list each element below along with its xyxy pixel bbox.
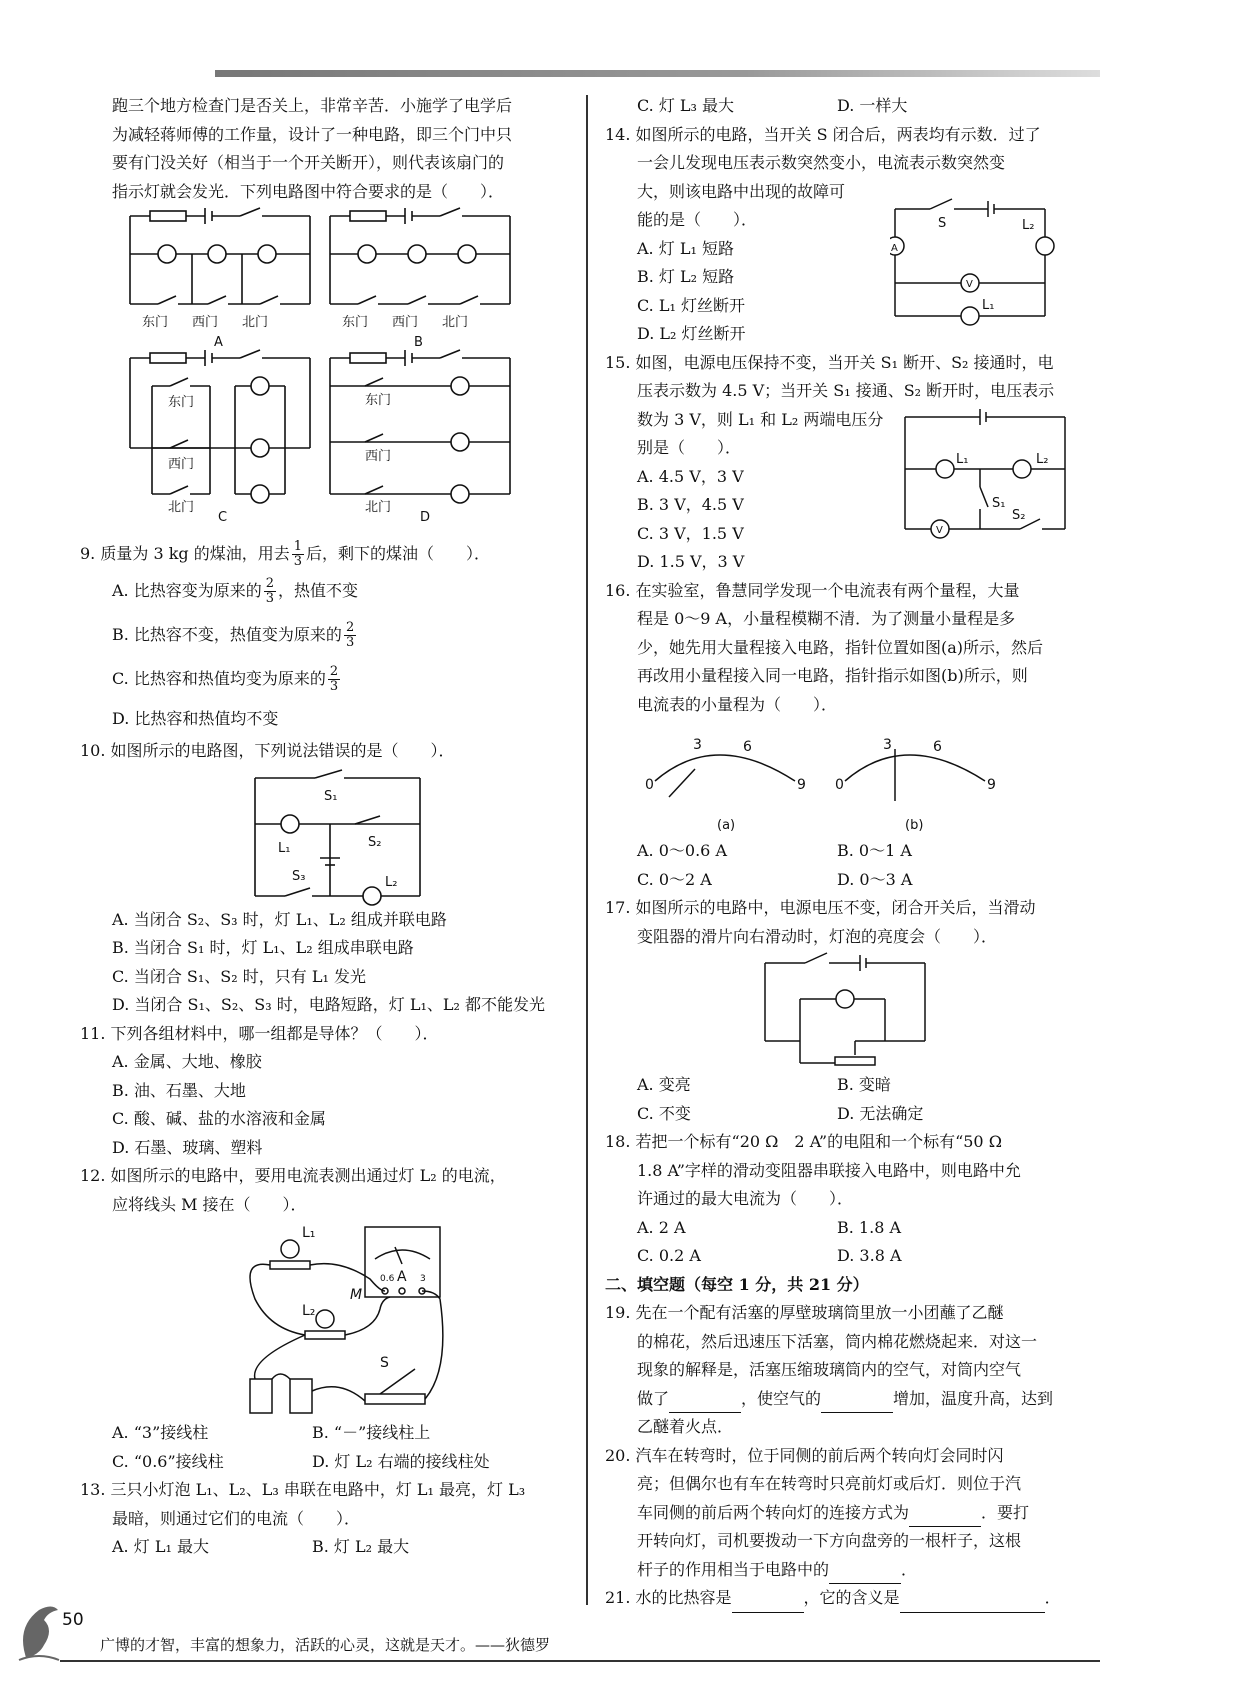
fig-label-east: 东门	[168, 395, 195, 410]
tick-6: 6	[933, 739, 942, 755]
label-l1: L₁	[302, 1225, 316, 1241]
q13-stem: 13. 三只小灯泡 L₁、L₂、L₃ 串联在电路中，灯 L₁ 最亮，灯 L₃	[80, 1480, 526, 1499]
q16-meter-figures	[605, 719, 1085, 837]
fig-label-west: 西门	[168, 457, 195, 472]
q19-stem: 的棉花，然后迅速压下活塞，筒内棉花燃烧起来．对这一	[637, 1331, 1038, 1351]
q15-block	[605, 349, 1100, 577]
frac-den: 3	[345, 635, 355, 650]
q12-option-a: A. “3”接线柱	[112, 1423, 209, 1442]
q9-a-post: ，热值不变	[278, 581, 359, 600]
frac-den: 3	[293, 554, 303, 569]
q15-stem: 15. 如图，电源电压保持不变，当开关 S₁ 断开、S₂ 接通时，电	[605, 352, 1054, 372]
q13-options-cd	[605, 92, 1100, 121]
q14-stem: 大，则该电路中出现的故障可	[637, 181, 846, 201]
right-column	[605, 92, 1100, 1613]
label-s: S	[938, 215, 947, 231]
q20-text: ．	[901, 1559, 918, 1579]
q20-line4: 开转向灯，司机要拨动一下方向盘旁的一根杆子，这根	[637, 1531, 1022, 1550]
footer-quote: 广博的才智，丰富的想象力，活跃的心灵，这就是天才。——狄德罗	[100, 1636, 551, 1654]
q9-b-pre: B. 比热容不变，热值变为原来的	[112, 625, 342, 644]
q18-option-c: C. 0.2 A	[637, 1246, 701, 1265]
label-a: A	[397, 1269, 407, 1285]
q13-option-c: C. 灯 L₃ 最大	[637, 96, 735, 115]
tick-9: 9	[797, 777, 806, 793]
q12-options-cd	[80, 1448, 580, 1477]
label-l2: L₂	[1036, 451, 1049, 467]
q17-circuit-figure	[605, 951, 1085, 1071]
fig-label-north: 北门	[442, 315, 469, 330]
label-3: 3	[420, 1274, 426, 1284]
q8-line: 指示灯就会发光．下列电路图中符合要求的是（ ）．	[112, 181, 505, 201]
q8-line: 要有门没关好（相当于一个开关断开），则代表该扇门的	[112, 153, 505, 172]
q12-option-b: B. “－”接线柱上	[312, 1423, 431, 1442]
q16-option-b: B. 0～1 A	[837, 841, 912, 860]
label-l1: L₁	[982, 297, 995, 313]
q18-option-b: B. 1.8 A	[837, 1217, 902, 1237]
q15-circuit-figure	[900, 407, 1100, 557]
q11-option-b: B. 油、石墨、大地	[112, 1080, 246, 1100]
q20-text: 车同侧的前后两个转向灯的连接方式为	[637, 1502, 910, 1522]
q12-option-c: C. “0.6”接线柱	[112, 1451, 224, 1471]
fig-label-c: C	[218, 510, 228, 525]
q9-option-a	[80, 569, 580, 613]
tick-0: 0	[645, 777, 654, 793]
q18-stem: 许通过的最大电流为（ ）．	[637, 1189, 854, 1208]
q15-option-c: C. 3 V，1.5 V	[637, 523, 744, 543]
q9-c-pre: C. 比热容和热值均变为原来的	[112, 669, 326, 688]
q16-stem: 电流表的小量程为（ ）．	[637, 694, 838, 714]
q21-text: ．	[1044, 1588, 1061, 1607]
label-l2: L₂	[385, 874, 398, 890]
frac-num: 1	[293, 539, 303, 554]
frac-num: 2	[345, 620, 355, 635]
q12-circuit-figure	[80, 1219, 560, 1419]
q20-stem: 亮；但偶尔也有车在转弯时只亮前灯或后灯．则位于汽	[637, 1474, 1022, 1493]
label-l1: L₁	[278, 840, 291, 856]
q9-stem-pre: 9. 质量为 3 kg 的煤油，用去	[80, 544, 290, 563]
fig-label-west: 西门	[192, 315, 219, 330]
tick-3: 3	[883, 737, 892, 753]
q9-option-c	[80, 657, 580, 701]
q16-stem: 16. 在实验室，鲁慧同学发现一个电流表有两个量程，大量	[605, 580, 1020, 600]
label-a: A	[891, 242, 898, 254]
q9-option-d: D. 比热容和热值均不变	[112, 709, 279, 728]
label-s2: S₂	[1012, 507, 1026, 523]
footer-rule	[60, 1660, 1100, 1662]
fig-label-west: 西门	[392, 315, 419, 330]
fraction	[344, 621, 356, 650]
label-v: V	[966, 278, 973, 290]
q16-stem: 再改用小量程接入同一电路，指针指示如图(b)所示，则	[637, 666, 1028, 685]
q19-text: ，使空气的	[741, 1388, 822, 1408]
q19-stem: 现象的解释是，活塞压缩玻璃筒内的空气，对筒内空气	[637, 1360, 1022, 1379]
q13-options-ab	[80, 1533, 580, 1562]
frac-num: 2	[329, 664, 339, 679]
q13-option-a: A. 灯 L₁ 最大	[112, 1537, 209, 1556]
tick-9: 9	[987, 777, 996, 793]
fig-label-east: 东门	[365, 393, 392, 408]
tick-6: 6	[743, 739, 752, 755]
section-heading: 二、填空题（每空 1 分，共 21 分）	[605, 1274, 869, 1294]
q18-stem: 18. 若把一个标有“20 Ω 2 A”的电阻和一个标有“50 Ω	[605, 1132, 1002, 1151]
q9-option-b	[80, 613, 580, 657]
q12-option-d: D. 灯 L₂ 右端的接线柱处	[312, 1451, 490, 1471]
q17-option-c: C. 不变	[637, 1103, 691, 1123]
q9-stem	[80, 540, 580, 569]
label-m: M	[350, 1287, 363, 1303]
q11-option-c: C. 酸、碱、盐的水溶液和金属	[112, 1109, 326, 1128]
fraction	[328, 665, 340, 694]
tick-3: 3	[693, 737, 702, 753]
dolphin-logo-icon	[14, 1600, 64, 1664]
q21-text: 21. 水的比热容是	[605, 1588, 732, 1607]
q18-option-d: D. 3.8 A	[837, 1246, 902, 1265]
label-s1: S₁	[324, 788, 338, 804]
q18-stem: 1.8 A”字样的滑动变阻器串联接入电路中，则电路中允	[637, 1160, 1021, 1180]
header-bar	[215, 70, 1100, 77]
label-l1: L₁	[956, 451, 969, 467]
q19-blank-2[interactable]	[821, 1392, 893, 1413]
label-s3: S₃	[292, 868, 306, 884]
q20-text: 杆子的作用相当于电路中的	[637, 1559, 830, 1579]
q19-blank-1[interactable]	[669, 1392, 741, 1413]
q10-option-b: B. 当闭合 S₁ 时，灯 L₁、L₂ 组成串联电路	[112, 938, 414, 957]
q16-option-a: A. 0～0.6 A	[637, 841, 727, 860]
q18-option-a: A. 2 A	[637, 1217, 686, 1237]
q8-line: 为减轻蒋师傅的工作量，设计了一种电路，即三个门中只	[112, 124, 513, 144]
fraction	[292, 540, 304, 569]
label-l2: L₂	[1022, 217, 1035, 233]
fig-label-b: B	[414, 335, 423, 350]
q8-fig-captions	[80, 510, 580, 534]
frac-den: 3	[265, 591, 275, 606]
fig-label-d: D	[420, 510, 431, 525]
q19-line4	[605, 1385, 1100, 1414]
q15-option-d: D. 1.5 V，3 V	[637, 552, 745, 571]
q16-stem: 程是 0～9 A，小量程模糊不清．为了测量小量程是多	[637, 609, 1016, 628]
fig-label-north: 北门	[365, 500, 392, 515]
q14-option-a: A. 灯 L₁ 短路	[637, 238, 734, 258]
q21-text: ，它的含义是	[803, 1588, 900, 1607]
frac-num: 2	[265, 576, 275, 591]
q14-stem: 14. 如图所示的电路，当开关 S 闭合后，两表均有示数．过了	[605, 124, 1041, 144]
fig-label-west: 西门	[365, 449, 392, 464]
q20-blank-1[interactable]	[909, 1506, 981, 1527]
q13-option-b: B. 灯 L₂ 最大	[312, 1537, 410, 1556]
q16-options-ab	[605, 837, 1100, 866]
q20-text: ．要打	[981, 1502, 1030, 1522]
q18-options-ab	[605, 1214, 1100, 1243]
q10-stem: 10. 如图所示的电路图，下列说法错误的是（ ）．	[80, 741, 455, 760]
q15-stem: 压表示数为 4.5 V；当开关 S₁ 接通、S₂ 断开时，电压表示	[637, 381, 1055, 400]
q16-option-d: D. 0～3 A	[837, 869, 913, 889]
q15-option-a: A. 4.5 V，3 V	[637, 466, 744, 486]
q9-stem-post: 后，剩下的煤油（ ）．	[306, 544, 491, 563]
q13-option-d: D. 一样大	[837, 96, 908, 115]
q16-options-cd	[605, 866, 1100, 895]
q8-line: 跑三个地方检查门是否关上，非常辛苦．小施学了电学后	[112, 96, 513, 115]
label-s1: S₁	[992, 495, 1006, 511]
page-footer	[0, 1600, 1253, 1670]
q10-circuit-figure	[80, 766, 560, 906]
q12-stem: 12. 如图所示的电路中，要用电流表测出通过灯 L₂ 的电流，	[80, 1166, 506, 1185]
fig-label-a: A	[214, 335, 223, 350]
q12-stem: 应将线头 M 接在（ ）．	[112, 1194, 307, 1214]
q18-options-cd	[605, 1242, 1100, 1271]
q11-stem: 11. 下列各组材料中，哪一组都是导体？（ ）．	[80, 1023, 439, 1043]
q12-options-ab	[80, 1419, 580, 1448]
q19-text: 增加，温度升高，达到	[893, 1388, 1054, 1408]
fraction	[264, 577, 276, 606]
q15-stem: 别是（ ）．	[637, 438, 742, 457]
q17-option-a: A. 变亮	[637, 1075, 691, 1094]
q11-option-d: D. 石墨、玻璃、塑料	[112, 1137, 263, 1157]
q10-option-d: D. 当闭合 S₁、S₂、S₃ 时，电路短路，灯 L₁、L₂ 都不能发光	[112, 995, 545, 1014]
q19-stem: 19. 先在一个配有活塞的厚壁玻璃筒里放一小团蘸了乙醚	[605, 1303, 1004, 1322]
label-s2: S₂	[368, 834, 382, 850]
q17-options-cd	[605, 1100, 1100, 1129]
q17-option-d: D. 无法确定	[837, 1103, 924, 1123]
fig-label-east: 东门	[342, 315, 369, 330]
frac-den: 3	[329, 679, 339, 694]
q17-stem: 17. 如图所示的电路中，电源电压不变，闭合开关后，当滑动	[605, 898, 1036, 917]
tick-0: 0	[835, 777, 844, 793]
q19-line5: 乙醚着火点．	[637, 1417, 734, 1436]
q17-stem: 变阻器的滑片向右滑动时，灯泡的亮度会（ ）．	[637, 926, 998, 946]
q20-line5	[605, 1556, 1100, 1585]
caption-a: (a)	[717, 818, 736, 833]
page-number: 50	[62, 1610, 84, 1630]
label-s: S	[380, 1355, 389, 1371]
q19-text: 做了	[637, 1388, 670, 1408]
q20-line3	[605, 1499, 1100, 1528]
q8-circuit-figures	[80, 206, 560, 516]
q17-options-ab	[605, 1071, 1100, 1100]
label-l2: L₂	[302, 1303, 316, 1319]
q10-option-a: A. 当闭合 S₂、S₃ 时，灯 L₁、L₂ 组成并联电路	[112, 909, 447, 929]
q15-stem: 数为 3 V，则 L₁ 和 L₂ 两端电压分	[637, 409, 884, 429]
q14-option-d: D. L₂ 灯丝断开	[637, 324, 746, 343]
q17-option-b: B. 变暗	[837, 1075, 891, 1094]
column-divider	[586, 95, 588, 1605]
q14-stem: 一会儿发现电压表示数突然变小，电流表示数突然变	[637, 153, 1006, 172]
label-06: 0.6	[380, 1274, 395, 1284]
q14-stem: 能的是（ ）．	[637, 210, 758, 229]
left-column	[80, 92, 580, 1562]
q20-stem: 20. 汽车在转弯时，位于同侧的前后两个转向灯会同时闪	[605, 1445, 1004, 1465]
q9-a-pre: A. 比热容变为原来的	[112, 581, 262, 600]
fig-label-north: 北门	[242, 315, 269, 330]
q14-block	[605, 121, 1100, 349]
label-v: V	[936, 524, 943, 536]
fig-label-north: 北门	[168, 500, 195, 515]
q13-stem: 最暗，则通过它们的电流（ ）．	[112, 1508, 361, 1528]
q11-option-a: A. 金属、大地、橡胶	[112, 1052, 262, 1071]
fig-label-east: 东门	[142, 315, 169, 330]
q16-stem: 少，她先用大量程接入电路，指针位置如图(a)所示，然后	[637, 637, 1044, 657]
caption-b: (b)	[905, 818, 924, 833]
q15-option-b: B. 3 V，4.5 V	[637, 495, 744, 514]
q14-option-c: C. L₁ 灯丝断开	[637, 295, 745, 315]
q20-blank-2[interactable]	[829, 1563, 901, 1584]
q16-option-c: C. 0～2 A	[637, 869, 712, 889]
q10-option-c: C. 当闭合 S₁、S₂ 时，只有 L₁ 发光	[112, 966, 366, 986]
q14-option-b: B. 灯 L₂ 短路	[637, 267, 735, 286]
q14-circuit-figure	[890, 191, 1090, 341]
